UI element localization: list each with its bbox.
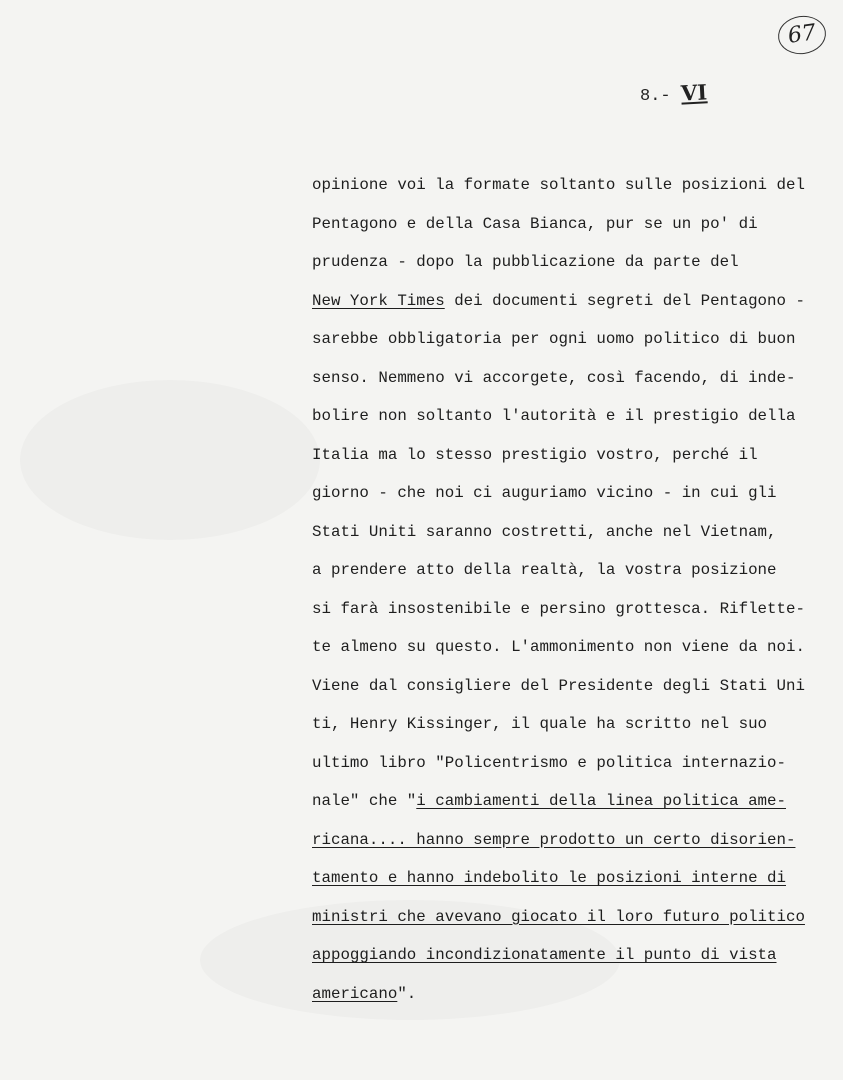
background-smudge — [20, 380, 320, 540]
text-line: a prendere atto della realtà, la vostra posizione — [312, 561, 777, 579]
text-line: prudenza - dopo la pubblicazione da parte del — [312, 253, 739, 271]
quote-line: i cambiamenti della linea politica ame- — [416, 792, 786, 810]
quote-close: ". — [397, 984, 417, 1003]
text-line-lead: nale" che " — [312, 792, 417, 810]
quote-line: appoggiando incondizionatamente il punto di vista — [312, 946, 777, 964]
text-line: te almeno su questo. L'ammonimento non viene da noi. — [312, 638, 805, 656]
quote-line: tamento e hanno indebolito le posizioni interne di — [312, 869, 786, 887]
folio-prefix: 8.- — [640, 87, 671, 106]
text-line — [312, 786, 842, 825]
text-line — [312, 863, 842, 902]
text-line — [312, 979, 842, 1018]
text-line-rest: dei documenti segreti del Pentagono - — [454, 291, 805, 310]
text-line: opinione voi la formate soltanto sulle posizioni del — [312, 176, 805, 194]
circled-page-number: 67 — [776, 13, 829, 57]
text-line: si farà insostenibile e persino grottesca. Riflette- — [312, 599, 805, 618]
text-line — [312, 902, 842, 941]
quote-line: ministri che avevano giocato il loro futuro politico — [312, 907, 805, 926]
typed-text-body — [312, 170, 842, 1017]
text-line: bolire non soltanto l'autorità e il prestigio della — [312, 407, 796, 425]
text-line: Stati Uniti saranno costretti, anche nel Vietnam, — [312, 522, 777, 541]
text-line: ti, Henry Kissinger, il quale ha scritto nel suo — [312, 715, 768, 733]
quote-line: americano — [312, 984, 398, 1003]
text-line: Pentagono e della Casa Bianca, pur se un po' di — [312, 214, 758, 233]
text-line: Viene dal consigliere del Presidente degli Stati Uni — [312, 676, 805, 695]
text-line: Italia ma lo stesso prestigio vostro, perché il — [312, 445, 758, 464]
text-line: giorno - che noi ci auguriamo vicino - in cui gli — [312, 484, 777, 502]
quote-line: ricana.... hanno sempre prodotto un certo disorien- — [312, 830, 796, 849]
folio-roman-numeral: VI — [680, 79, 708, 106]
folio-label — [640, 80, 707, 106]
newspaper-title: New York Times — [312, 291, 445, 310]
text-line — [312, 825, 842, 864]
text-line: senso. Nemmeno vi accorgete, così facendo, di inde- — [312, 368, 796, 387]
text-line: sarebbe obbligatoria per ogni uomo politico di buon — [312, 330, 796, 348]
text-line — [312, 940, 842, 979]
text-line — [312, 286, 842, 325]
text-line: ultimo libro "Policentrismo e politica internazio- — [312, 753, 786, 772]
